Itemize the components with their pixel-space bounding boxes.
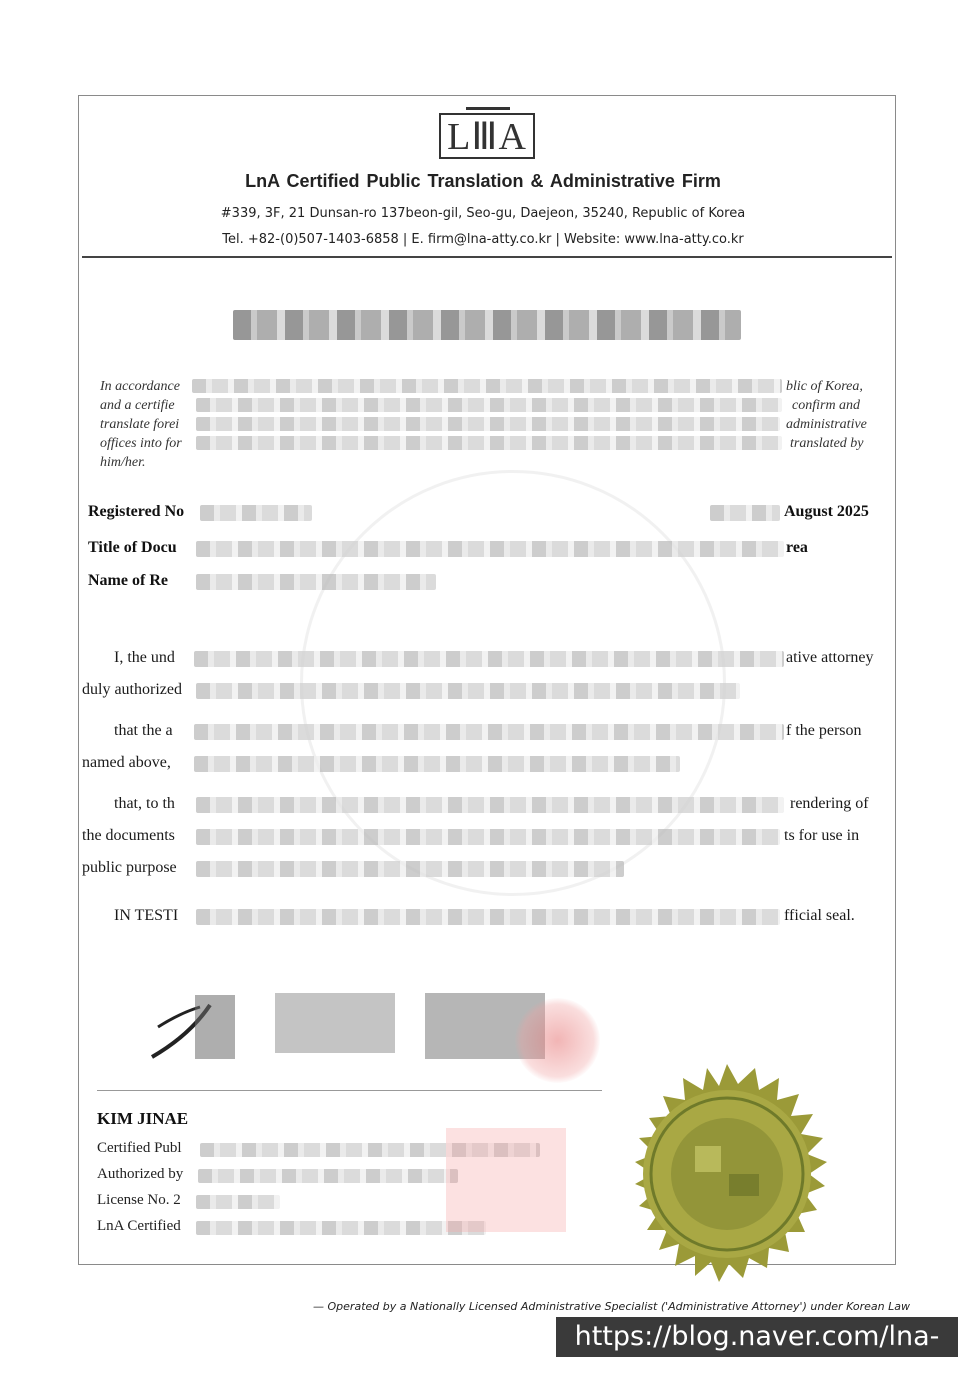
redacted-body-p3-line3 — [196, 861, 624, 877]
red-official-stamp — [446, 1128, 566, 1232]
signer-firm-line: LnA Certified — [97, 1218, 181, 1234]
body-p2-line2-left: named above, — [82, 754, 171, 771]
issue-date: August 2025 — [784, 503, 869, 520]
intro-line-3-left: translate forei — [100, 417, 180, 432]
intro-line-2-left: and a certifie — [100, 398, 175, 413]
redacted-document-name — [196, 541, 784, 557]
title-of-document-label: Title of Docu — [88, 539, 177, 556]
body-p4-right: fficial seal. — [784, 907, 855, 924]
gold-embossed-seal — [607, 1062, 847, 1292]
redacted-signer-firm — [196, 1221, 486, 1235]
signature-line — [97, 1090, 602, 1091]
redacted-intro-line-3 — [196, 417, 780, 431]
body-p3-line2-right: ts for use in — [784, 827, 860, 844]
name-of-recipient-label: Name of Re — [88, 572, 168, 589]
redacted-body-p2-line1 — [194, 724, 784, 740]
footer-operated-note: — Operated by a Nationally Licensed Administrative Specialist ('Administrative Attorney') under Korean Law — [313, 1300, 910, 1313]
redacted-body-p3-line1 — [196, 797, 784, 813]
blog-url-watermark: https://blog.naver.com/lna-atty — [556, 1317, 958, 1357]
body-p1-line1-left: I, the und — [114, 649, 175, 666]
signer-title-line-1: Certified Publ — [97, 1140, 182, 1156]
firm-name: LnA Certified Public Translation & Administrative Firm — [245, 171, 721, 191]
redacted-recipient-name — [196, 574, 436, 590]
redacted-document-title — [233, 310, 741, 340]
redacted-body-p3-line2 — [196, 829, 780, 845]
firm-contact: Tel. +82-(0)507-1403-6858 | E. firm@lna-atty.co.kr | Website: www.lna-atty.co.kr — [222, 232, 744, 247]
intro-line-3-right: administrative — [786, 417, 867, 432]
title-tail: rea — [786, 539, 808, 556]
intro-line-4-left: offices into for — [100, 436, 182, 451]
body-p1-line1-right: ative attorney — [786, 649, 874, 666]
redacted-license-number — [196, 1195, 280, 1209]
redacted-signer-line-2 — [198, 1169, 458, 1183]
header-divider — [82, 256, 892, 258]
body-p3-line2-left: the documents — [82, 827, 175, 844]
signer-license-line: License No. 2 — [97, 1192, 181, 1208]
redacted-intro-line-2 — [196, 398, 782, 412]
redacted-body-p4 — [196, 909, 780, 925]
redacted-body-p2-line2 — [194, 756, 680, 772]
firm-logo: LⅢA — [439, 113, 535, 159]
intro-line-1-left: In accordance — [100, 379, 180, 394]
signer-name: KIM JINAE — [97, 1109, 189, 1128]
body-p4-left: IN TESTI — [114, 907, 179, 924]
redacted-body-p1-line2 — [196, 683, 740, 699]
body-p2-line1-right: f the person — [786, 722, 862, 739]
body-p3-line1-left: that, to th — [114, 795, 175, 812]
redacted-intro-line-4 — [196, 436, 782, 450]
redacted-date-day — [710, 505, 780, 521]
body-p2-line1-left: that the a — [114, 722, 173, 739]
intro-line-1-right: blic of Korea, — [786, 379, 863, 394]
redacted-body-p1-line1 — [194, 651, 784, 667]
intro-line-4-right: translated by — [790, 436, 864, 451]
redacted-registered-no — [200, 505, 312, 521]
redacted-intro-line-1 — [192, 379, 782, 393]
firm-address: #339, 3F, 21 Dunsan-ro 137beon-gil, Seo-gu, Daejeon, 35240, Republic of Korea — [220, 206, 746, 221]
signer-title-line-2: Authorized by — [97, 1166, 184, 1182]
registered-no-label: Registered No — [88, 503, 185, 520]
body-p3-line3-left: public purpose — [82, 859, 177, 876]
red-personal-stamp — [515, 998, 600, 1083]
intro-line-5: him/her. — [100, 455, 146, 470]
intro-line-2-right: confirm and — [792, 398, 861, 413]
body-p3-line1-right: rendering of — [790, 795, 869, 812]
body-p1-line2-left: duly authorized — [82, 681, 182, 698]
